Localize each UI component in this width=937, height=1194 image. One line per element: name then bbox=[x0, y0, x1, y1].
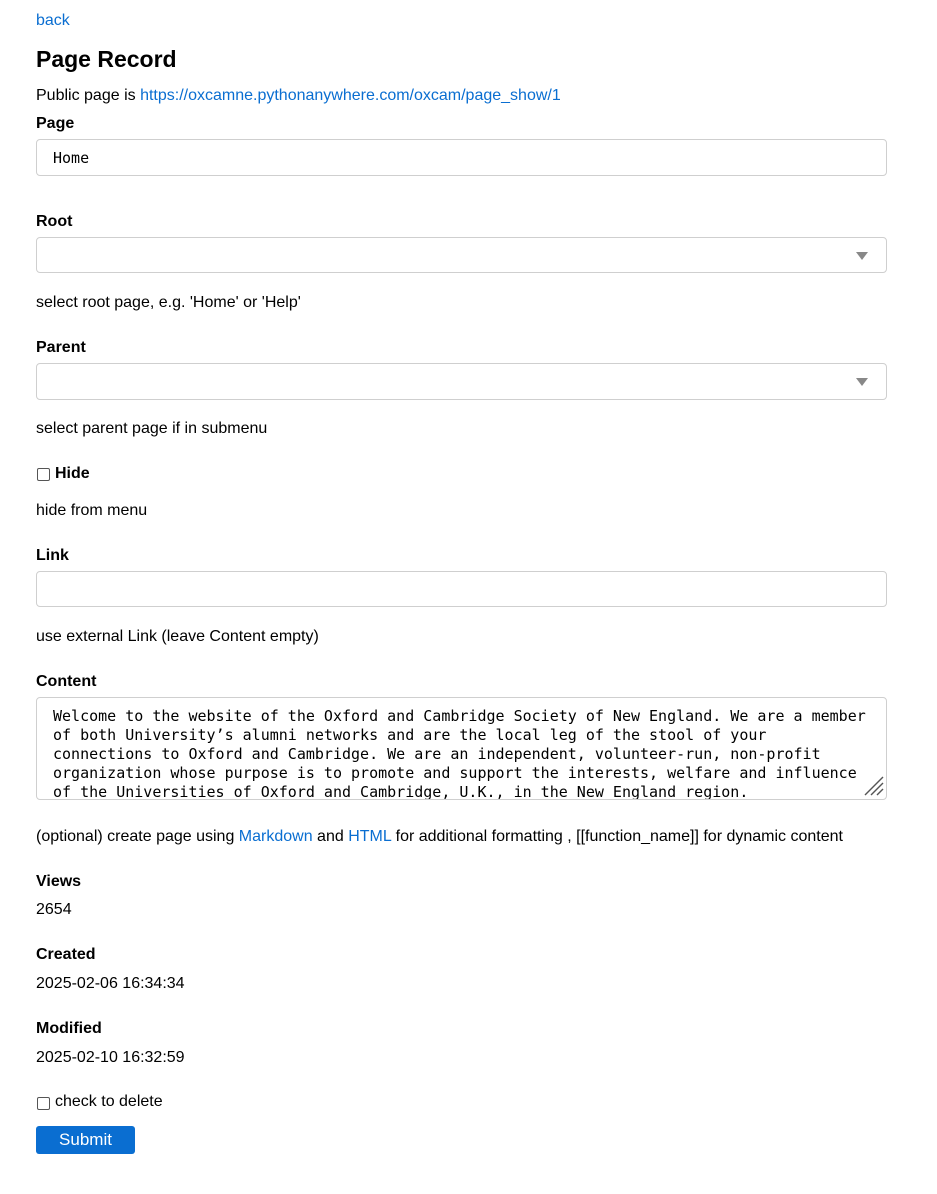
parent-help: select parent page if in submenu bbox=[36, 420, 268, 437]
created-label: Created bbox=[36, 946, 96, 963]
public-page-prefix: Public page is bbox=[36, 87, 141, 104]
chevron-down-icon bbox=[856, 252, 868, 260]
views-label: Views bbox=[36, 873, 82, 890]
resize-handle-icon[interactable] bbox=[862, 774, 884, 796]
modified-value: 2025-02-10 16:32:59 bbox=[36, 1049, 185, 1066]
link-label: Link bbox=[36, 547, 69, 564]
root-help: select root page, e.g. 'Home' or 'Help' bbox=[36, 294, 301, 311]
public-page-link[interactable]: https://oxcamne.pythonanywhere.com/oxcam/page_show/1 bbox=[140, 87, 561, 104]
page-input[interactable] bbox=[36, 139, 887, 176]
created-value: 2025-02-06 16:34:34 bbox=[36, 975, 185, 992]
page-input-value: Home bbox=[53, 149, 90, 167]
hide-label: Hide bbox=[55, 465, 90, 482]
page-title: Page Record bbox=[36, 46, 177, 72]
content-help-suffix: for additional formatting , [[function_name]] for dynamic content bbox=[391, 828, 843, 845]
root-select[interactable] bbox=[36, 237, 887, 273]
parent-label: Parent bbox=[36, 339, 86, 356]
link-help: use external Link (leave Content empty) bbox=[36, 628, 319, 645]
back-link[interactable]: back bbox=[36, 12, 70, 29]
content-help-prefix: (optional) create page using bbox=[36, 828, 239, 845]
hide-help: hide from menu bbox=[36, 502, 148, 519]
delete-checkbox[interactable] bbox=[37, 1097, 50, 1110]
html-link[interactable]: HTML bbox=[348, 828, 392, 845]
public-page-line bbox=[36, 87, 561, 105]
content-help bbox=[36, 828, 843, 846]
root-label: Root bbox=[36, 213, 73, 230]
delete-label: check to delete bbox=[55, 1093, 163, 1110]
submit-button[interactable]: Submit bbox=[36, 1126, 135, 1154]
content-label: Content bbox=[36, 673, 97, 690]
modified-label: Modified bbox=[36, 1020, 102, 1037]
content-help-mid: and bbox=[312, 828, 349, 845]
chevron-down-icon bbox=[856, 378, 868, 386]
markdown-link[interactable]: Markdown bbox=[238, 828, 313, 845]
page-label: Page bbox=[36, 115, 75, 132]
hide-checkbox[interactable] bbox=[37, 468, 50, 481]
parent-select[interactable] bbox=[36, 363, 887, 400]
views-value: 2654 bbox=[36, 901, 72, 918]
link-input[interactable] bbox=[36, 571, 887, 607]
content-textarea[interactable] bbox=[36, 697, 887, 800]
